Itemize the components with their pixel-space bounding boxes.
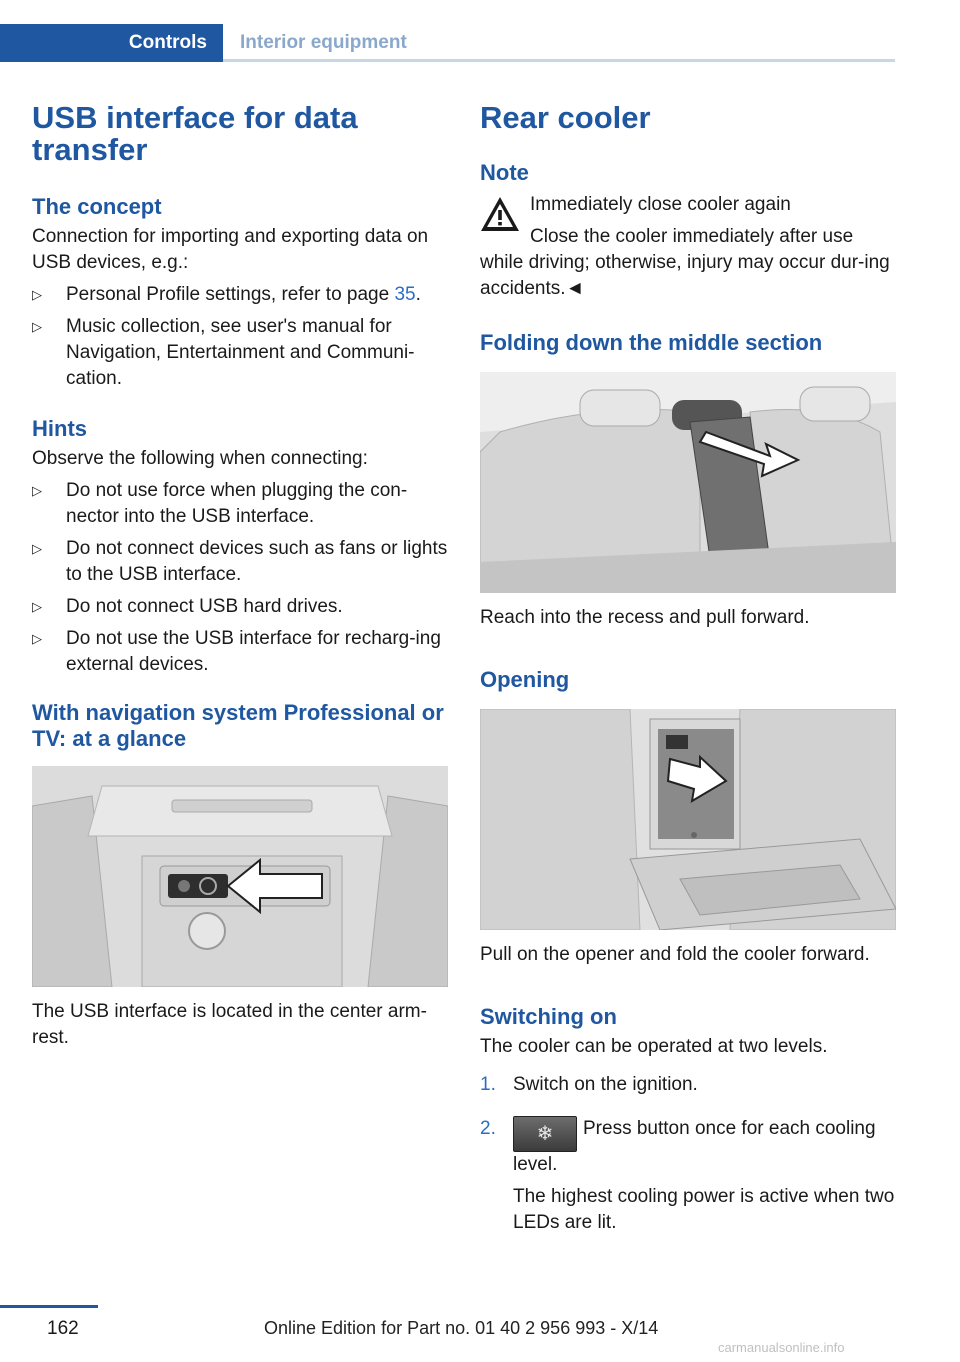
hints-heading: Hints	[32, 416, 87, 441]
step-number: 2.	[480, 1118, 496, 1139]
list-item: ▷ Music collection, see user's manual for Navigation, Entertainment and Communi-cation.	[32, 316, 415, 389]
triangle-bullet-icon: ▷	[32, 631, 42, 646]
list-item: ▷ Personal Profile settings, refer to page 35.	[32, 282, 448, 308]
hints-text: Observe the following when connecting:	[32, 448, 368, 469]
fold-middle-section-illustration	[480, 372, 896, 593]
hints-bullets	[32, 478, 448, 678]
page-link[interactable]: 35	[394, 284, 416, 305]
watermark: carmanualsonline.info	[718, 1340, 845, 1355]
nav-heading: With navigation system Professional or TV: at a glance	[32, 700, 444, 751]
warning-title: Immediately close cooler again	[530, 194, 791, 215]
opening-illustration	[480, 709, 896, 930]
note-heading: Note	[480, 160, 529, 185]
concept-heading: The concept	[32, 194, 162, 219]
page-number: 162	[47, 1318, 79, 1339]
switch-heading: Switching on	[480, 1004, 617, 1029]
triangle-bullet-icon: ▷	[32, 319, 42, 334]
rear-cooler-title: Rear cooler	[480, 100, 651, 135]
step-number: 1.	[480, 1074, 496, 1095]
edition-footer: Online Edition for Part no. 01 40 2 956 993 - X/14	[264, 1318, 659, 1338]
switch-steps	[480, 1072, 896, 1236]
usb-caption: The USB interface is located in the center arm-rest.	[32, 1001, 427, 1048]
triangle-bullet-icon: ▷	[32, 541, 42, 556]
switch-text: The cooler can be operated at two levels.	[480, 1036, 828, 1057]
center-console-illustration	[32, 766, 448, 987]
page-number-bar	[0, 1305, 98, 1308]
fold-heading: Folding down the middle section	[480, 330, 823, 355]
list-item: ▷ Do not use the USB interface for recharg-ing external devices.	[32, 628, 441, 675]
opening-heading: Opening	[480, 667, 570, 692]
list-item: 1. Switch on the ignition.	[480, 1072, 896, 1098]
opening-caption: Pull on the opener and fold the cooler forward.	[480, 944, 870, 965]
step2-extra: The highest cooling power is active when two LEDs are lit.	[513, 1186, 895, 1233]
page-header	[0, 24, 895, 62]
tab-controls[interactable]: Controls	[0, 24, 223, 62]
warning-triangle-icon	[480, 196, 520, 232]
triangle-bullet-icon: ▷	[32, 483, 42, 498]
list-item: ▷ Do not connect devices such as fans or lights to the USB interface.	[32, 538, 448, 585]
tab-interior-equipment[interactable]: Interior equipment	[240, 32, 407, 53]
usb-interface-illustration	[32, 766, 448, 987]
triangle-bullet-icon: ▷	[32, 287, 42, 302]
triangle-bullet-icon: ▷	[32, 599, 42, 614]
warning-text: Close the cooler immediately after use while driving; otherwise, injury may occur dur-ing accidents.◄	[480, 226, 890, 299]
concept-text: Connection for importing and exporting data on USB devices, e.g.:	[32, 226, 429, 273]
list-item: ▷ Do not use force when plugging the con-nector into the USB interface.	[32, 480, 408, 527]
warning-block	[480, 192, 896, 302]
fold-caption: Reach into the recess and pull forward.	[480, 607, 810, 628]
rear-seat-illustration	[480, 372, 896, 593]
list-item: 2. ❄ Press button once for each cooling level. The highest cooling power is active when two LEDs are lit.	[480, 1116, 896, 1236]
right-column	[480, 102, 896, 1236]
header-divider	[223, 59, 895, 62]
cooler-opening-illustration	[480, 709, 896, 930]
concept-bullets	[32, 282, 448, 392]
list-item: ▷ Do not connect USB hard drives.	[32, 594, 448, 620]
usb-title: USB interface for data transfer	[32, 100, 358, 167]
cooler-button-snowflake-icon: ❄	[513, 1116, 577, 1152]
left-column	[32, 102, 448, 1051]
